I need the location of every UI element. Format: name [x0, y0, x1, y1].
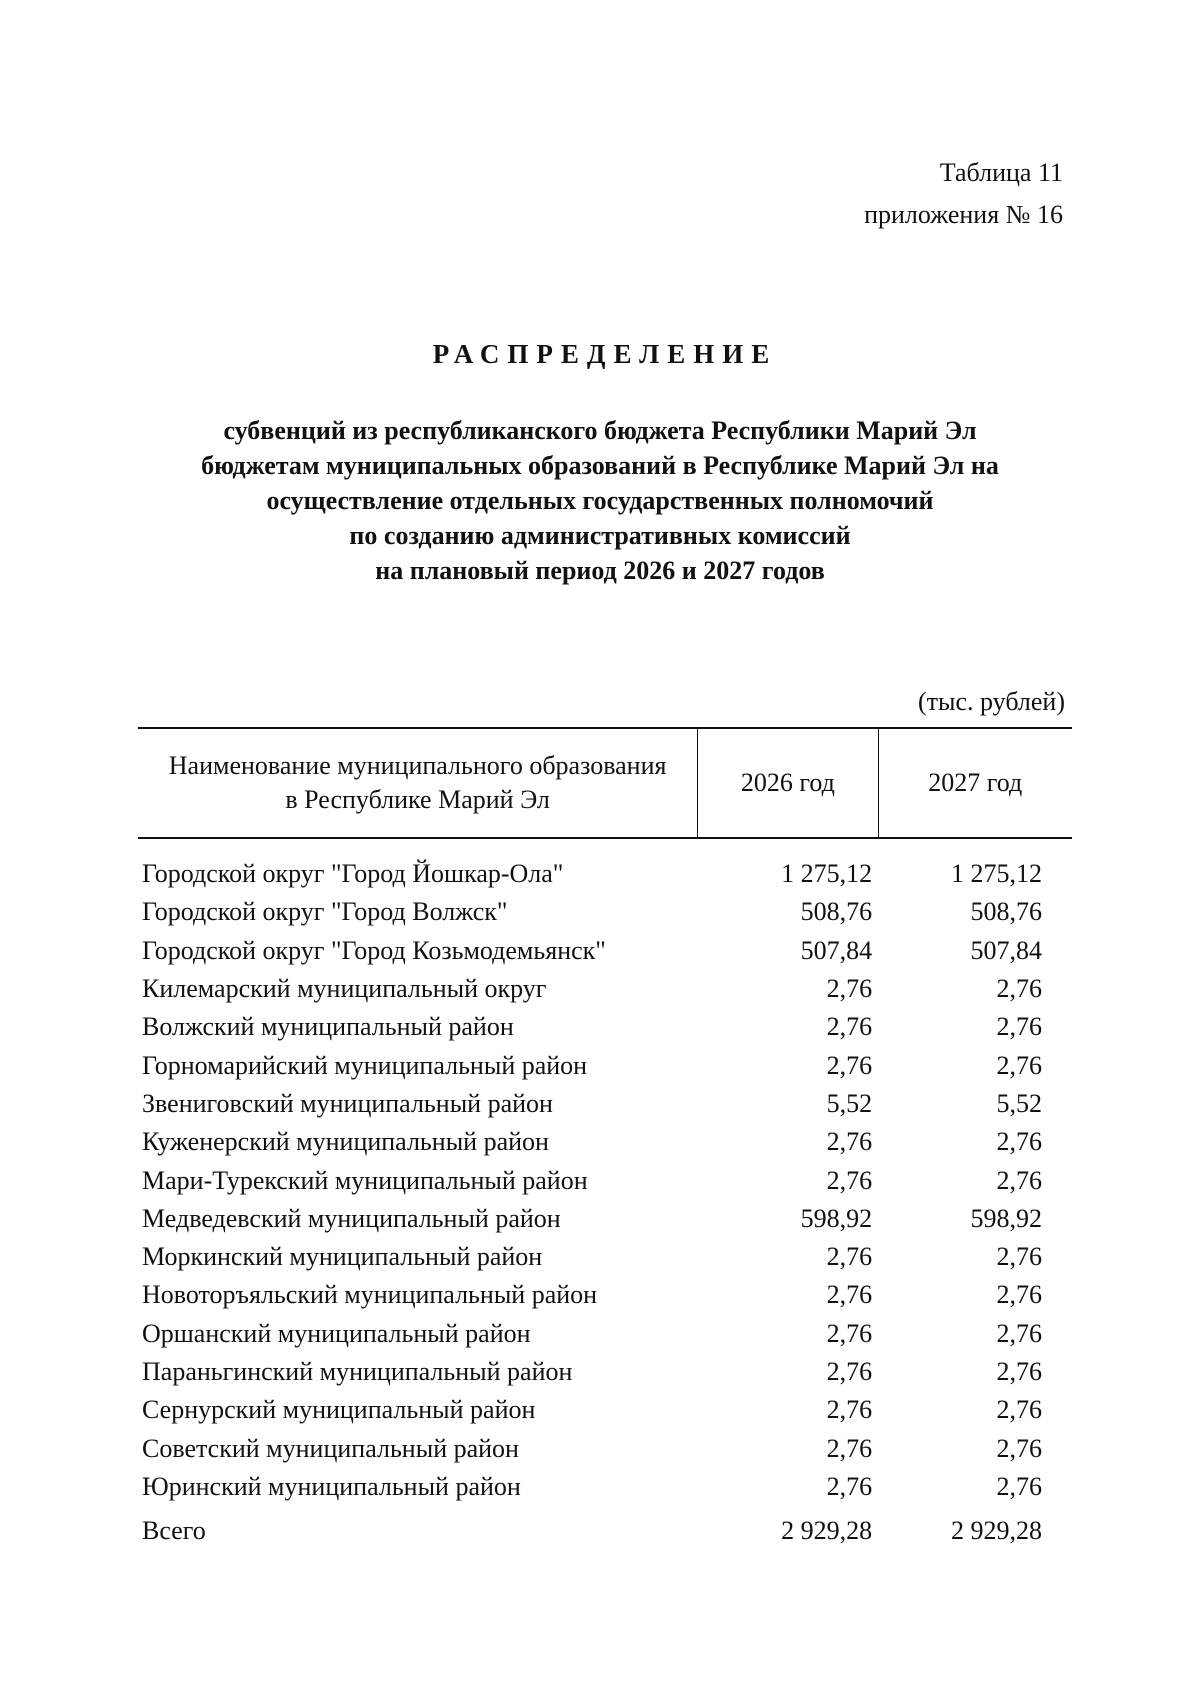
table-body: [138, 838, 1072, 1550]
total-2026: 2 929,28: [781, 1516, 873, 1546]
subtitle-line: осуществление отдельных государственных полномочий: [266, 486, 934, 515]
table-row: [138, 1276, 1072, 1314]
municipality-name: Оршанский муниципальный район: [142, 1318, 531, 1348]
value-2026: 2,76: [826, 1012, 873, 1042]
header-municipality-line2: в Республике Марий Эл: [285, 785, 550, 814]
unit-label: (тыс. рублей): [917, 687, 1065, 716]
header-municipality: [138, 728, 698, 838]
table-row: [138, 1123, 1072, 1161]
table-number: Таблица 11: [939, 158, 1063, 187]
table-row: [138, 1391, 1072, 1429]
table-row: [138, 1468, 1072, 1506]
value-2027: 2,76: [996, 1050, 1042, 1080]
table-row: [138, 1238, 1072, 1276]
value-2027: 2,76: [996, 1471, 1042, 1501]
municipality-name: Городской округ "Город Йошкар-Ола": [142, 859, 564, 889]
table-row: [138, 1429, 1072, 1467]
value-2027: 2,76: [996, 974, 1042, 1004]
municipality-name: Килемарский муниципальный округ: [142, 974, 547, 1004]
municipality-name: Горномарийский муниципальный район: [142, 1050, 588, 1080]
table-row: [138, 1315, 1072, 1353]
table-row: [138, 932, 1072, 970]
appendix-number: приложения № 16: [864, 200, 1063, 229]
value-2026: 1 275,12: [781, 859, 873, 889]
municipality-name: Городской округ "Город Волжск": [142, 897, 508, 927]
value-2027: 2,76: [996, 1318, 1042, 1348]
table-reference: [864, 152, 1063, 236]
municipality-name: Волжский муниципальный район: [142, 1012, 514, 1042]
distribution-table: [138, 727, 1072, 1550]
table-row: [138, 1008, 1072, 1046]
municipality-name: Звениговский муниципальный район: [142, 1088, 553, 1118]
value-2026: 2,76: [826, 1318, 873, 1348]
municipality-name: Мари-Турекский муниципальный район: [142, 1165, 588, 1195]
value-2026: 5,52: [826, 1088, 873, 1118]
subtitle-line: бюджетам муниципальных образований в Республике Марий Эл на: [201, 451, 999, 480]
value-2027: 1 275,12: [951, 859, 1042, 889]
value-2027: 508,76: [970, 897, 1042, 927]
municipality-name: Юринский муниципальный район: [142, 1471, 521, 1501]
municipality-name: Моркинский муниципальный район: [142, 1242, 543, 1272]
total-row: [138, 1506, 1072, 1550]
distribution-table-container: [138, 727, 1072, 1550]
value-2026: 508,76: [800, 897, 873, 927]
value-2026: 2,76: [826, 1433, 873, 1463]
value-2027: 2,76: [996, 1165, 1042, 1195]
subtitle-line: по созданию административных комиссий: [349, 521, 851, 550]
municipality-name: Медведевский муниципальный район: [142, 1203, 561, 1233]
total-label: Всего: [142, 1516, 206, 1546]
value-2026: 598,92: [800, 1203, 873, 1233]
value-2027: 2,76: [996, 1433, 1042, 1463]
municipality-name: Новоторъяльский муниципальный район: [142, 1280, 598, 1310]
header-municipality-line1: Наименование муниципального образования: [168, 751, 667, 780]
table-row: [138, 1046, 1072, 1084]
table-row: [138, 1353, 1072, 1391]
value-2027: 2,76: [996, 1012, 1042, 1042]
value-2027: 2,76: [996, 1127, 1042, 1157]
value-2026: 2,76: [826, 1050, 873, 1080]
value-2026: 2,76: [826, 1395, 873, 1425]
value-2026: 2,76: [826, 1242, 873, 1272]
value-2026: 2,76: [826, 1127, 873, 1157]
value-2027: 598,92: [970, 1203, 1042, 1233]
header-row: [138, 728, 1072, 838]
header-year-2027: 2027 год: [878, 728, 1072, 838]
header-year-2026: 2026 год: [698, 728, 878, 838]
municipality-name: Сернурский муниципальный район: [142, 1395, 536, 1425]
municipality-name: Советский муниципальный район: [142, 1433, 519, 1463]
value-2026: 2,76: [826, 1280, 873, 1310]
value-2027: 2,76: [996, 1357, 1042, 1386]
value-2026: 507,84: [800, 935, 873, 965]
table-row: [138, 1161, 1072, 1199]
subtitle-line: на плановый период 2026 и 2027 годов: [375, 556, 825, 585]
document-subtitle: [0, 413, 1200, 588]
value-2026: 2,76: [826, 974, 873, 1004]
table-row: [138, 838, 1072, 893]
table-row: [138, 1085, 1072, 1123]
table-header: [138, 728, 1072, 838]
table-row: [138, 970, 1072, 1008]
municipality-name: Городской округ "Город Козьмодемьянск": [142, 935, 606, 965]
total-2027: 2 929,28: [951, 1516, 1042, 1546]
document-title: РАСПРЕДЕЛЕНИЕ: [432, 339, 778, 369]
value-2026: 2,76: [826, 1471, 873, 1501]
municipality-name: Куженерский муниципальный район: [142, 1127, 549, 1157]
value-2027: 507,84: [970, 935, 1042, 965]
value-2026: 2,76: [826, 1165, 873, 1195]
table-row: [138, 893, 1072, 931]
municipality-name: Параньгинский муниципальный район: [142, 1357, 573, 1386]
value-2027: 2,76: [996, 1395, 1042, 1425]
value-2027: 2,76: [996, 1280, 1042, 1310]
value-2027: 2,76: [996, 1242, 1042, 1272]
table-row: [138, 1200, 1072, 1238]
value-2026: 2,76: [826, 1357, 873, 1386]
value-2027: 5,52: [996, 1088, 1042, 1118]
subtitle-line: субвенций из республиканского бюджета Республики Марий Эл: [223, 416, 977, 445]
